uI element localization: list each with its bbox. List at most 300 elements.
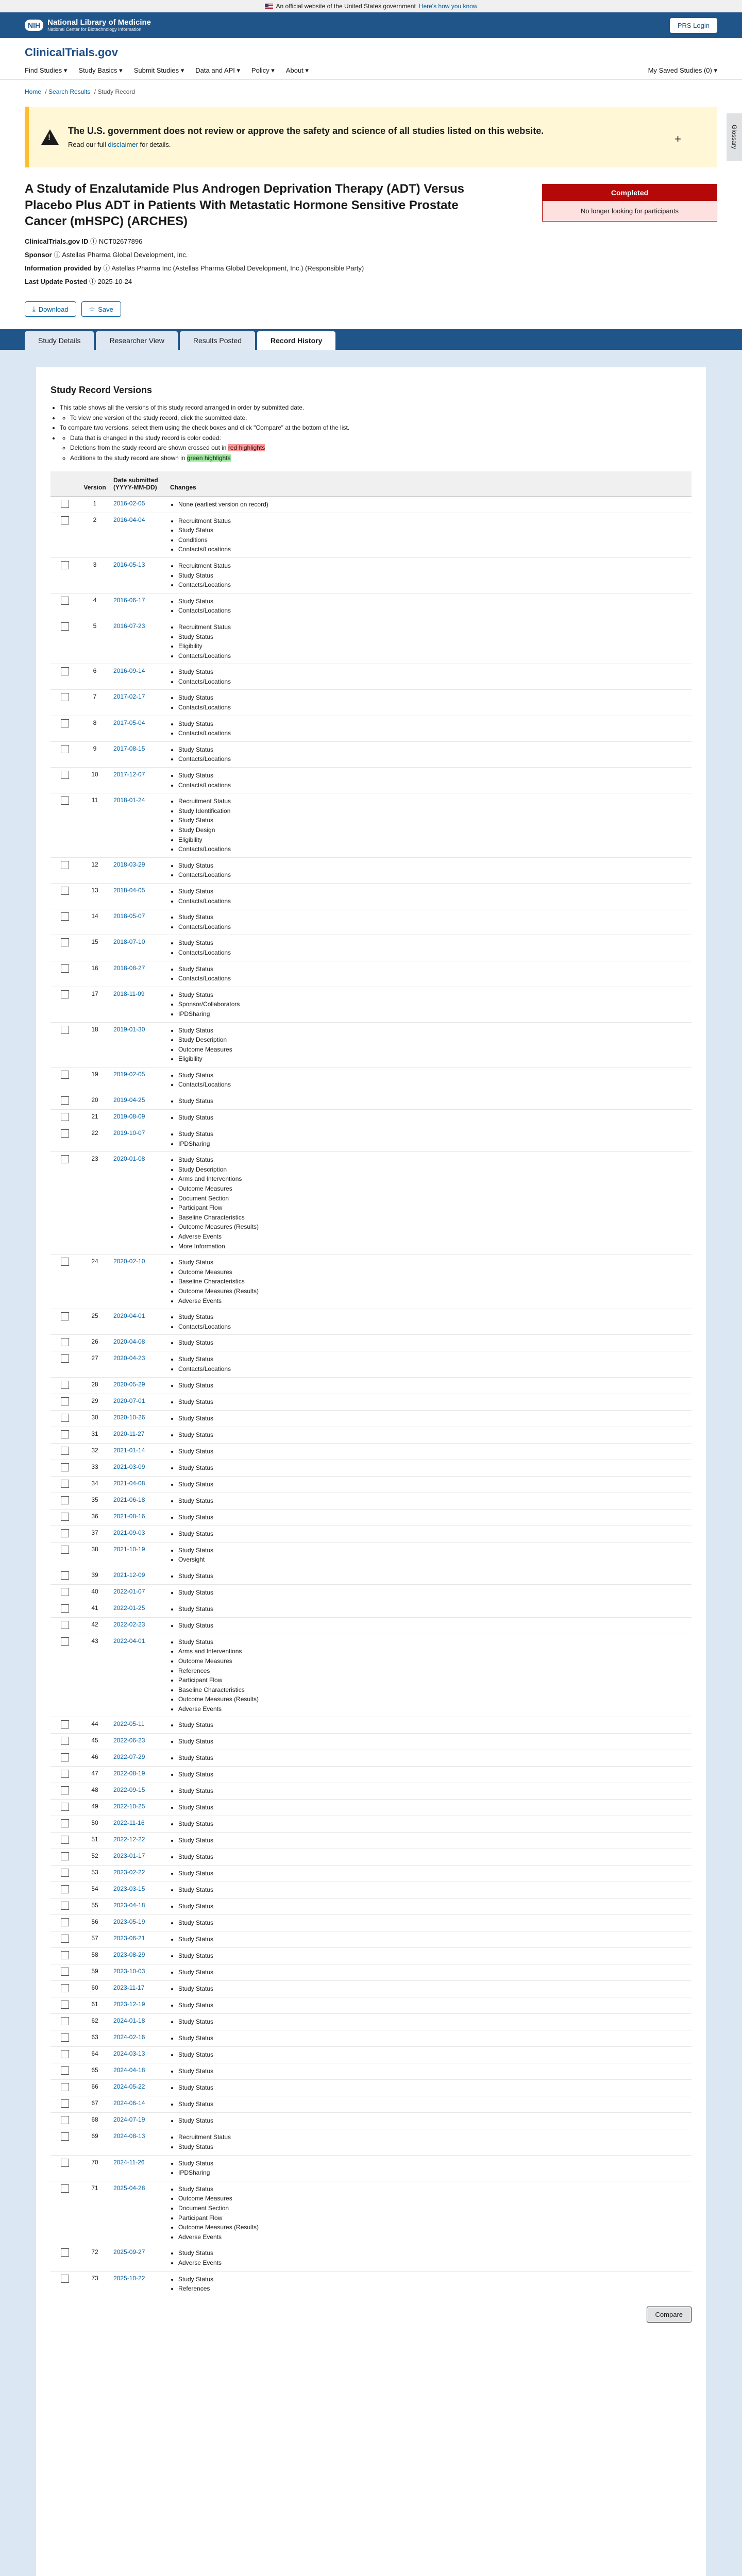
version-changes (167, 619, 692, 664)
version-checkbox[interactable] (61, 2116, 69, 2124)
version-number: 52 (79, 1849, 110, 1866)
version-checkbox[interactable] (61, 1786, 69, 1794)
version-date-link[interactable]: 2024-03-13 (113, 2050, 145, 2058)
version-checkbox-cell (50, 690, 79, 716)
version-date-link[interactable]: 2021-08-16 (113, 1512, 145, 1520)
version-checkbox[interactable] (61, 1984, 69, 1992)
version-number: 66 (79, 2080, 110, 2096)
version-checkbox[interactable] (61, 1621, 69, 1629)
change-item: • Study Status (178, 1819, 688, 1829)
version-checkbox[interactable] (61, 1496, 69, 1504)
version-checkbox[interactable] (61, 622, 69, 631)
save-icon: ☆ (89, 305, 95, 313)
glossary-tab[interactable]: Glossary (727, 113, 742, 161)
version-checkbox[interactable] (61, 1836, 69, 1844)
version-date-link[interactable]: 2021-01-14 (113, 1446, 145, 1454)
version-checkbox-cell (50, 1800, 79, 1816)
addition-legend: green highlights (187, 454, 231, 462)
version-date-link[interactable]: 2020-01-08 (113, 1155, 145, 1163)
version-checkbox[interactable] (61, 2248, 69, 2257)
version-checkbox[interactable] (61, 1430, 69, 1438)
version-checkbox[interactable] (61, 2099, 69, 2108)
version-date-link[interactable]: 2024-08-13 (113, 2132, 145, 2140)
version-checkbox[interactable] (61, 2066, 69, 2075)
version-date-link[interactable]: 2024-04-18 (113, 2066, 145, 2074)
version-row (50, 1126, 692, 1152)
version-checkbox[interactable] (61, 964, 69, 973)
version-checkbox[interactable] (61, 667, 69, 675)
version-date-link[interactable]: 2020-07-01 (113, 1397, 145, 1404)
version-checkbox[interactable] (61, 1397, 69, 1405)
version-number: 60 (79, 1981, 110, 1997)
version-date-link[interactable]: 2022-09-15 (113, 1786, 145, 1794)
intro-item: ◦ • To view one version of the study record, click the submitted date. (70, 413, 692, 423)
version-date-link[interactable]: 2019-04-25 (113, 1096, 145, 1104)
version-checkbox[interactable] (61, 1951, 69, 1959)
change-item: • Study Status (178, 1071, 688, 1080)
version-date-link[interactable]: 2020-10-26 (113, 1413, 145, 1421)
version-checkbox[interactable] (61, 1513, 69, 1521)
version-checkbox[interactable] (61, 2033, 69, 2042)
version-date-link[interactable]: 2016-05-13 (113, 561, 145, 568)
version-changes (167, 513, 692, 557)
change-item: • Contacts/Locations (178, 580, 688, 590)
version-checkbox-cell (50, 909, 79, 935)
compare-button[interactable]: Compare (647, 2307, 692, 2323)
change-item: • Document Section (178, 1194, 688, 1204)
version-row (50, 961, 692, 987)
version-checkbox[interactable] (61, 1447, 69, 1455)
version-changes (167, 1410, 692, 1427)
version-date-link[interactable]: 2022-01-07 (113, 1587, 145, 1595)
version-checkbox[interactable] (61, 1753, 69, 1761)
version-date-cell (110, 2271, 167, 2297)
nav-find-studies[interactable]: Find Studies ▾ (25, 66, 68, 74)
nav-data-api[interactable]: Data and API ▾ (195, 66, 241, 74)
version-checkbox[interactable] (61, 2050, 69, 2058)
version-date-link[interactable]: 2023-03-15 (113, 1885, 145, 1893)
change-item: • Study Status (178, 1968, 688, 1977)
version-date-link[interactable]: 2023-02-22 (113, 1869, 145, 1876)
version-date-link[interactable]: 2016-02-05 (113, 499, 145, 507)
version-checkbox[interactable] (61, 1588, 69, 1596)
version-checkbox[interactable] (61, 516, 69, 524)
version-row (50, 857, 692, 883)
version-date-link[interactable]: 2016-04-04 (113, 516, 145, 523)
change-item: • Study Status (178, 1621, 688, 1631)
info-icon[interactable]: ⓘ (54, 251, 61, 259)
version-date-link[interactable]: 2018-03-29 (113, 860, 145, 868)
version-checkbox[interactable] (61, 1885, 69, 1893)
version-checkbox[interactable] (61, 719, 69, 727)
version-date-link[interactable]: 2022-01-25 (113, 1604, 145, 1612)
version-checkbox[interactable] (61, 1918, 69, 1926)
version-date-link[interactable]: 2021-09-03 (113, 1529, 145, 1536)
version-date-link[interactable]: 2019-01-30 (113, 1025, 145, 1033)
version-date-link[interactable]: 2023-08-29 (113, 1951, 145, 1959)
site-logo[interactable]: ClinicalTrials.gov (25, 46, 118, 59)
version-checkbox-cell (50, 1542, 79, 1568)
version-checkbox[interactable] (61, 796, 69, 805)
version-date-cell (110, 1833, 167, 1849)
version-checkbox[interactable] (61, 1381, 69, 1389)
version-date-cell (110, 1717, 167, 1734)
version-number: 3 (79, 557, 110, 593)
change-item: • Study Status (178, 1529, 688, 1539)
version-date-link[interactable]: 2022-07-29 (113, 1753, 145, 1761)
version-row (50, 935, 692, 961)
notice-title: The U.S. government does not review or approve the safety and science of all studies listed on this website. (68, 126, 544, 136)
version-date-link[interactable]: 2022-05-11 (113, 1720, 145, 1728)
version-date-cell (110, 2030, 167, 2047)
version-checkbox[interactable] (61, 2184, 69, 2193)
version-date-link[interactable]: 2020-04-01 (113, 1312, 145, 1320)
version-number: 58 (79, 1948, 110, 1964)
version-checkbox[interactable] (61, 2132, 69, 2141)
version-date-link[interactable]: 2022-11-16 (113, 1819, 145, 1827)
nlm-logo[interactable] (25, 19, 151, 32)
version-checkbox-cell (50, 1849, 79, 1866)
version-date-cell (110, 2129, 167, 2155)
version-checkbox[interactable] (61, 990, 69, 998)
version-date-link[interactable]: 2019-02-05 (113, 1070, 145, 1078)
version-checkbox[interactable] (61, 1463, 69, 1471)
version-date-link[interactable]: 2021-10-19 (113, 1545, 145, 1553)
version-date-link[interactable]: 2024-05-22 (113, 2083, 145, 2091)
version-checkbox[interactable] (61, 597, 69, 605)
version-number: 38 (79, 1542, 110, 1568)
change-item: • Recruitment Status (178, 796, 688, 806)
version-changes (167, 1964, 692, 1981)
version-checkbox[interactable] (61, 1071, 69, 1079)
version-checkbox-cell (50, 883, 79, 909)
version-row (50, 1377, 692, 1394)
version-checkbox[interactable] (61, 1338, 69, 1346)
version-checkbox[interactable] (61, 912, 69, 921)
intro-item (70, 453, 692, 463)
change-item: • Study Status (178, 1129, 688, 1139)
breadcrumb: Home / Search Results / Study Record (25, 88, 136, 95)
change-item: • Study Status (178, 1096, 688, 1106)
change-item: • Study Status (178, 1737, 688, 1747)
version-checkbox-cell (50, 2096, 79, 2113)
version-row (50, 513, 692, 557)
version-date-cell (110, 1634, 167, 1717)
version-date-cell (110, 1542, 167, 1568)
version-checkbox-cell (50, 2080, 79, 2096)
version-date-link[interactable]: 2020-04-23 (113, 1354, 145, 1362)
version-number: 39 (79, 1568, 110, 1584)
version-date-cell (110, 1377, 167, 1394)
version-checkbox[interactable] (61, 1129, 69, 1138)
version-changes (167, 2129, 692, 2155)
version-changes (167, 1783, 692, 1800)
change-item: • References (178, 1666, 688, 1676)
version-row (50, 1351, 692, 1377)
version-date-link[interactable]: 2024-07-19 (113, 2116, 145, 2124)
version-checkbox[interactable] (61, 1935, 69, 1943)
version-date-cell (110, 716, 167, 741)
change-item: • Participant Flow (178, 1675, 688, 1685)
info-icon[interactable]: ⓘ (90, 238, 97, 246)
version-date-link[interactable]: 2024-06-14 (113, 2099, 145, 2107)
version-date-cell (110, 1460, 167, 1476)
version-date-link[interactable]: 2021-04-08 (113, 1479, 145, 1487)
version-row (50, 1394, 692, 1410)
version-date-cell (110, 1022, 167, 1067)
version-number: 21 (79, 1110, 110, 1126)
change-item: • Contacts/Locations (178, 781, 688, 790)
change-item: • Contacts/Locations (178, 651, 688, 661)
version-checkbox-cell (50, 1866, 79, 1882)
version-checkbox[interactable] (61, 887, 69, 895)
change-item: • Study Status (178, 1604, 688, 1614)
version-date-link[interactable]: 2024-01-18 (113, 2017, 145, 2025)
version-date-link[interactable]: 2022-06-23 (113, 1737, 145, 1744)
version-checkbox[interactable] (61, 1312, 69, 1320)
version-checkbox[interactable] (61, 1770, 69, 1778)
version-checkbox[interactable] (61, 500, 69, 508)
change-item: • Contacts/Locations (178, 677, 688, 687)
version-changes (167, 1866, 692, 1882)
version-changes (167, 1022, 692, 1067)
version-checkbox[interactable] (61, 1819, 69, 1827)
version-changes (167, 2113, 692, 2129)
version-row (50, 1783, 692, 1800)
version-date-link[interactable]: 2020-11-27 (113, 1430, 145, 1437)
version-number: 37 (79, 1526, 110, 1542)
change-item: • Outcome Measures (Results) (178, 1694, 688, 1704)
version-date-link[interactable]: 2022-08-19 (113, 1770, 145, 1777)
version-row (50, 883, 692, 909)
version-date-link[interactable]: 2023-12-19 (113, 2001, 145, 2008)
version-number: 11 (79, 793, 110, 858)
nav-study-basics[interactable]: Study Basics ▾ (78, 66, 123, 74)
version-date-link[interactable]: 2016-06-17 (113, 596, 145, 604)
version-row (50, 1255, 692, 1309)
version-date-link[interactable]: 2023-06-21 (113, 1935, 145, 1942)
change-item: • Outcome Measures (178, 1045, 688, 1055)
version-date-link[interactable]: 2018-08-27 (113, 964, 145, 972)
version-date-cell (110, 2245, 167, 2271)
version-checkbox[interactable] (61, 2159, 69, 2167)
heres-how-link[interactable]: Here's how you know (418, 3, 478, 10)
version-date-link[interactable]: 2025-09-27 (113, 2248, 145, 2256)
version-changes (167, 935, 692, 961)
version-checkbox[interactable] (61, 1604, 69, 1613)
info-icon[interactable]: ⓘ (103, 264, 110, 273)
version-date-link[interactable]: 2022-12-22 (113, 1836, 145, 1843)
version-number: 49 (79, 1800, 110, 1816)
version-date-link[interactable]: 2021-12-09 (113, 1571, 145, 1579)
version-date-link[interactable]: 2016-09-14 (113, 667, 145, 675)
version-checkbox[interactable] (61, 1737, 69, 1745)
version-date-link[interactable]: 2018-07-10 (113, 938, 145, 946)
version-date-cell (110, 2014, 167, 2030)
version-date-link[interactable]: 2017-05-04 (113, 719, 145, 726)
nav-policy[interactable]: Policy ▾ (251, 66, 275, 74)
change-item: • Study Status (178, 1836, 688, 1845)
version-date-link[interactable]: 2018-05-07 (113, 912, 145, 920)
version-date-link[interactable]: 2024-11-26 (113, 2158, 145, 2166)
version-checkbox-cell (50, 1915, 79, 1931)
intro-item: ◦ • Data that is changed in the study record is color coded: (70, 433, 692, 443)
tab-study-details[interactable]: Study Details (25, 331, 94, 350)
change-item: • Adverse Events (178, 2232, 688, 2242)
version-changes (167, 1509, 692, 1526)
version-date-link[interactable]: 2024-02-16 (113, 2033, 145, 2041)
version-changes (167, 1634, 692, 1717)
version-date-link[interactable]: 2025-04-28 (113, 2184, 145, 2192)
prs-login-button[interactable]: PRS Login (670, 18, 717, 33)
version-checkbox[interactable] (61, 2083, 69, 2091)
version-date-link[interactable]: 2023-10-03 (113, 1968, 145, 1975)
version-date-link[interactable]: 2021-03-09 (113, 1463, 145, 1470)
version-checkbox[interactable] (61, 861, 69, 869)
version-date-cell (110, 496, 167, 513)
version-checkbox[interactable] (61, 1803, 69, 1811)
version-checkbox[interactable] (61, 1258, 69, 1266)
version-checkbox[interactable] (61, 2001, 69, 2009)
change-item: • Eligibility (178, 835, 688, 845)
version-checkbox[interactable] (61, 1720, 69, 1728)
version-checkbox[interactable] (61, 1096, 69, 1105)
version-date-link[interactable]: 2018-04-05 (113, 886, 145, 894)
version-changes (167, 2271, 692, 2297)
version-number: 69 (79, 2129, 110, 2155)
sponsor-value: Astellas Pharma Global Development, Inc. (62, 251, 188, 259)
version-checkbox[interactable] (61, 1354, 69, 1363)
version-checkbox-cell (50, 2063, 79, 2080)
tab-results-posted[interactable]: Results Posted (180, 331, 255, 350)
change-item: • Study Status (178, 2099, 688, 2109)
version-date-link[interactable]: 2018-11-09 (113, 990, 145, 997)
version-checkbox[interactable] (61, 1902, 69, 1910)
change-item: • Study Design (178, 825, 688, 835)
version-checkbox[interactable] (61, 2275, 69, 2283)
version-date-link[interactable]: 2019-10-07 (113, 1129, 145, 1137)
version-date-link[interactable]: 2025-10-22 (113, 2274, 145, 2282)
version-date-link[interactable]: 2020-02-10 (113, 1258, 145, 1265)
version-checkbox-cell (50, 2155, 79, 2181)
version-date-link[interactable]: 2018-01-24 (113, 796, 145, 804)
disclaimer-link[interactable]: disclaimer (108, 141, 138, 148)
version-checkbox[interactable] (61, 1480, 69, 1488)
version-checkbox[interactable] (61, 1852, 69, 1860)
change-item: • Contacts/Locations (178, 606, 688, 616)
version-checkbox[interactable] (61, 1113, 69, 1121)
version-date-link[interactable]: 2020-04-08 (113, 1338, 145, 1346)
version-checkbox[interactable] (61, 561, 69, 569)
breadcrumb-home[interactable]: Home (25, 88, 42, 95)
nav-about[interactable]: About ▾ (285, 66, 309, 74)
change-item: • Study Status (178, 693, 688, 703)
us-flag-icon (265, 4, 273, 9)
version-date-link[interactable]: 2022-02-23 (113, 1620, 145, 1628)
change-item: • Recruitment Status (178, 561, 688, 571)
version-date-link[interactable]: 2022-04-01 (113, 1637, 145, 1645)
save-button[interactable] (81, 301, 121, 317)
tab-record-history[interactable]: Record History (257, 331, 335, 350)
version-number: 12 (79, 857, 110, 883)
version-row (50, 1568, 692, 1584)
version-checkbox[interactable] (61, 745, 69, 753)
study-title: A Study of Enzalutamide Plus Androgen Deprivation Therapy (ADT) Versus Placebo Plus ADT in Patients With Metastatic Hormone Sensitive Prostate Cancer (mHSPC) (ARCHES) (25, 182, 465, 229)
version-number: 64 (79, 2047, 110, 2063)
version-date-cell (110, 2096, 167, 2113)
version-number: 26 (79, 1335, 110, 1351)
version-checkbox[interactable] (61, 1571, 69, 1580)
change-item: • Adverse Events (178, 1704, 688, 1714)
version-checkbox[interactable] (61, 1529, 69, 1537)
version-checkbox[interactable] (61, 1869, 69, 1877)
version-date-link[interactable]: 2019-08-09 (113, 1113, 145, 1121)
breadcrumb-search[interactable]: Search Results (48, 88, 91, 95)
version-date-link[interactable]: 2017-02-17 (113, 693, 145, 701)
nav-submit-studies[interactable]: Submit Studies ▾ (133, 66, 184, 74)
version-date-cell (110, 1335, 167, 1351)
version-date-link[interactable]: 2023-05-19 (113, 1918, 145, 1926)
gov-banner-text: An official website of the United States government (276, 3, 416, 10)
version-number: 72 (79, 2245, 110, 2271)
version-checkbox[interactable] (61, 1414, 69, 1422)
version-date-cell (110, 1964, 167, 1981)
version-checkbox[interactable] (61, 1968, 69, 1976)
version-changes (167, 909, 692, 935)
version-number: 5 (79, 619, 110, 664)
version-date-link[interactable]: 2022-10-25 (113, 1803, 145, 1810)
version-checkbox[interactable] (61, 2017, 69, 2025)
version-date-link[interactable]: 2017-08-15 (113, 744, 145, 752)
version-checkbox[interactable] (61, 771, 69, 779)
expand-icon[interactable]: + (674, 132, 681, 145)
version-number: 10 (79, 768, 110, 793)
download-button[interactable] (25, 301, 76, 317)
version-date-cell (110, 1601, 167, 1617)
tab-researcher-view[interactable]: Researcher View (96, 331, 177, 350)
info-icon[interactable]: ⓘ (89, 278, 96, 286)
version-date-link[interactable]: 2023-04-18 (113, 1902, 145, 1909)
history-heading: Study Record Versions (50, 385, 153, 395)
version-checkbox[interactable] (61, 1155, 69, 1163)
version-checkbox-cell (50, 1110, 79, 1126)
saved-studies-menu[interactable]: My Saved Studies (0) ▾ (648, 66, 717, 74)
change-item: • Study Identification (178, 806, 688, 816)
version-date-link[interactable]: 2023-11-17 (113, 1984, 145, 1992)
version-date-link[interactable]: 2023-01-17 (113, 1852, 145, 1860)
version-date-link[interactable]: 2017-12-07 (113, 771, 145, 778)
version-checkbox-cell (50, 1948, 79, 1964)
version-checkbox-cell (50, 1981, 79, 1997)
version-date-cell (110, 1443, 167, 1460)
version-row (50, 1509, 692, 1526)
version-checkbox-cell (50, 1255, 79, 1309)
version-checkbox[interactable] (61, 938, 69, 946)
version-changes (167, 2047, 692, 2063)
version-checkbox-cell (50, 593, 79, 619)
version-checkbox[interactable] (61, 693, 69, 701)
version-number: 43 (79, 1634, 110, 1717)
version-checkbox[interactable] (61, 1026, 69, 1034)
change-item: • Study Status (178, 1258, 688, 1267)
version-date-link[interactable]: 2016-07-23 (113, 622, 145, 630)
version-date-link[interactable]: 2021-06-18 (113, 1496, 145, 1503)
version-checkbox-cell (50, 513, 79, 557)
version-checkbox[interactable] (61, 1546, 69, 1554)
version-checkbox[interactable] (61, 1637, 69, 1646)
version-date-link[interactable]: 2020-05-29 (113, 1380, 145, 1388)
version-number: 41 (79, 1601, 110, 1617)
